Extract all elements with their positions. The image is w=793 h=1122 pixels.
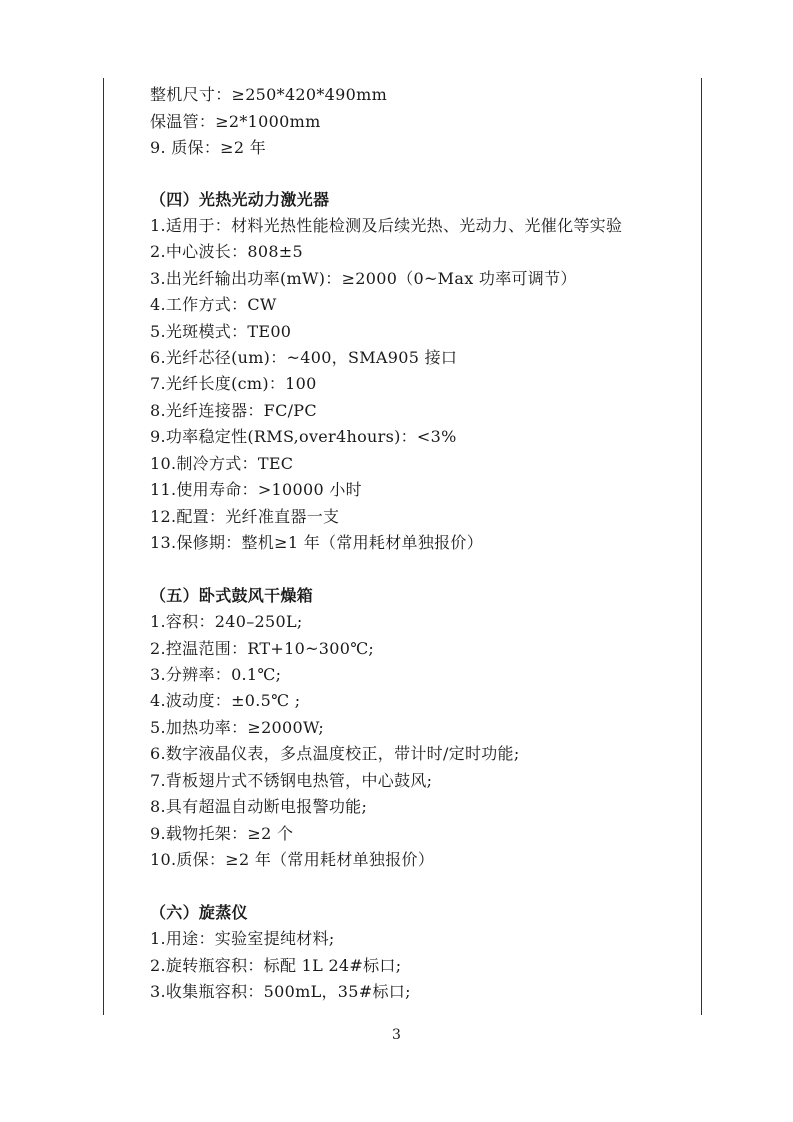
page-number: 3 bbox=[392, 1027, 401, 1043]
text-line: 12.配置：光纤准直器一支 bbox=[150, 507, 340, 526]
section-heading: （四）光热光动力激光器 bbox=[150, 190, 330, 209]
text-line: 11.使用寿命：>10000 小时 bbox=[150, 480, 362, 499]
text-line: 6.数字液晶仪表，多点温度校正，带计时/定时功能; bbox=[150, 744, 520, 763]
text-line: 8.具有超温自动断电报警功能; bbox=[150, 797, 368, 816]
text-line: 3.分辨率：0.1℃; bbox=[150, 665, 282, 684]
text-line: 9.载物托架：≥2 个 bbox=[150, 824, 294, 843]
text-line: 7.背板翅片式不锈钢电热管，中心鼓风; bbox=[150, 771, 433, 790]
table-left-border bbox=[103, 78, 104, 1015]
text-line: 3.出光纤输出功率(mW)：≥2000（0~Max 功率可调节） bbox=[150, 269, 577, 288]
text-line: 整机尺寸：≥250*420*490mm bbox=[150, 85, 388, 104]
text-line: 2.中心波长：808±5 bbox=[150, 242, 303, 261]
text-line: 8.光纤连接器：FC/PC bbox=[150, 401, 317, 420]
text-line: 9.功率稳定性(RMS,over4hours)：<3% bbox=[150, 427, 457, 446]
text-line: 13.保修期：整机≥1 年（常用耗材单独报价） bbox=[150, 533, 484, 552]
section-heading: （六）旋蒸仪 bbox=[150, 903, 248, 922]
text-line: 4.波动度：±0.5℃ ; bbox=[150, 691, 301, 710]
text-line: 4.工作方式：CW bbox=[150, 295, 277, 314]
section-heading: （五）卧式鼓风干燥箱 bbox=[150, 586, 314, 605]
text-line: 9. 质保：≥2 年 bbox=[150, 138, 267, 157]
text-line: 6.光纤芯径(um)：~400，SMA905 接口 bbox=[150, 348, 458, 367]
text-line: 10.质保：≥2 年（常用耗材单独报价） bbox=[150, 850, 435, 869]
text-line: 2.控温范围：RT+10~300℃; bbox=[150, 639, 375, 658]
text-line: 2.旋转瓶容积：标配 1L 24#标口; bbox=[150, 956, 402, 975]
text-line: 保温管：≥2*1000mm bbox=[150, 112, 321, 131]
text-line: 3.收集瓶容积：500mL，35#标口; bbox=[150, 982, 411, 1001]
table-right-border bbox=[701, 78, 702, 1015]
text-line: 5.加热功率：≥2000W; bbox=[150, 718, 325, 737]
text-line: 1.容积：240–250L; bbox=[150, 612, 303, 631]
text-line: 1.适用于：材料光热性能检测及后续光热、光动力、光催化等实验 bbox=[150, 216, 623, 235]
text-line: 5.光斑模式：TE00 bbox=[150, 322, 292, 341]
text-line: 1.用途：实验室提纯材料; bbox=[150, 929, 335, 948]
text-line: 7.光纤长度(cm)：100 bbox=[150, 374, 317, 393]
text-line: 10.制冷方式：TEC bbox=[150, 454, 294, 473]
